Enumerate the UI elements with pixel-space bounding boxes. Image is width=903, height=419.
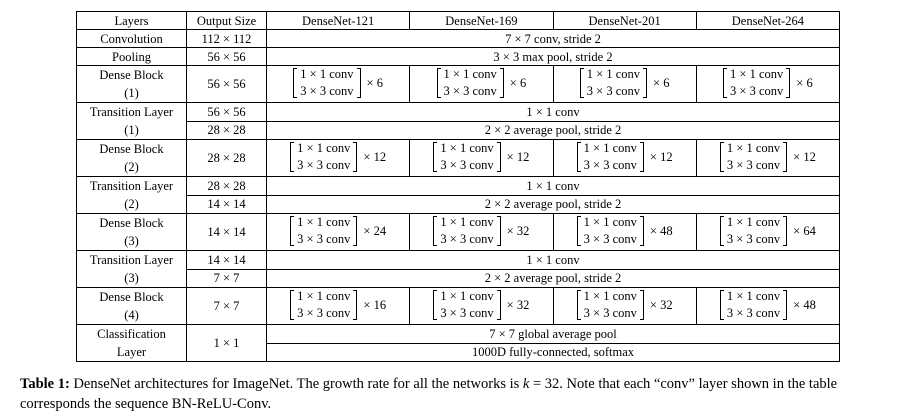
row-dense-block-1	[77, 66, 840, 103]
conv-3x3: 3 × 3 conv	[726, 306, 781, 320]
row-transition-layer-1a	[77, 103, 840, 122]
layer-description: 1 × 1 conv	[267, 103, 840, 122]
layer-name-line1: Transition Layer	[89, 179, 174, 193]
conv-stack	[290, 214, 386, 248]
conv-3x3: 3 × 3 conv	[297, 306, 351, 320]
repeat-multiplier: × 24	[363, 224, 387, 238]
conv-3x3: 3 × 3 conv	[726, 158, 781, 172]
row-transition-layer-1b	[77, 121, 840, 140]
repeat-multiplier: × 12	[649, 150, 673, 164]
conv-stack	[580, 66, 670, 100]
dense-block-config	[267, 140, 410, 177]
dense-block-config	[696, 214, 839, 251]
right-bracket	[353, 142, 357, 172]
layer-name-line2: (1)	[124, 86, 139, 100]
layer-name-line1: Transition Layer	[89, 253, 174, 267]
output-size: 56 × 56	[187, 66, 267, 103]
conv-stack	[433, 214, 529, 248]
conv-stack	[720, 214, 816, 248]
row-transition-layer-2a	[77, 177, 840, 196]
output-size: 14 × 14	[187, 251, 267, 270]
layer-name	[77, 325, 187, 362]
conv-stack	[290, 288, 386, 322]
layer-description: 1 × 1 conv	[267, 177, 840, 196]
caption-k-variable: k	[522, 376, 530, 392]
conv-1x1: 1 × 1 conv	[300, 67, 354, 81]
layer-name	[77, 140, 187, 177]
conv-1x1: 1 × 1 conv	[583, 141, 637, 155]
output-size: 56 × 56	[187, 48, 267, 66]
conv-list	[581, 140, 640, 174]
right-bracket	[640, 142, 644, 172]
row-pooling	[77, 48, 840, 66]
conv-1x1: 1 × 1 conv	[440, 215, 494, 229]
right-bracket	[786, 68, 790, 98]
conv-1x1: 1 × 1 conv	[726, 289, 781, 303]
repeat-multiplier: × 32	[506, 224, 530, 238]
output-size: 14 × 14	[187, 195, 267, 214]
layer-name	[77, 214, 187, 251]
conv-3x3: 3 × 3 conv	[443, 84, 497, 98]
layer-name-line2: Layer	[116, 345, 147, 359]
layer-description: 2 × 2 average pool, stride 2	[267, 195, 840, 214]
row-dense-block-4	[77, 288, 840, 325]
conv-3x3: 3 × 3 conv	[583, 158, 637, 172]
table-caption	[20, 374, 890, 414]
dense-block-config	[553, 288, 696, 325]
right-bracket	[353, 290, 357, 320]
conv-stack	[433, 140, 529, 174]
conv-list	[441, 66, 500, 100]
output-size: 56 × 56	[187, 103, 267, 122]
conv-list	[724, 214, 783, 248]
conv-1x1: 1 × 1 conv	[583, 215, 637, 229]
conv-1x1: 1 × 1 conv	[583, 289, 637, 303]
dense-block-config	[696, 288, 839, 325]
conv-stack	[577, 288, 673, 322]
caption-label: Table 1:	[20, 376, 70, 392]
right-bracket	[640, 216, 644, 246]
header-densenet-169: DenseNet-169	[410, 12, 553, 30]
row-classification-a	[77, 325, 840, 344]
conv-stack	[293, 66, 383, 100]
conv-3x3: 3 × 3 conv	[440, 158, 494, 172]
repeat-multiplier: × 12	[793, 150, 816, 164]
conv-3x3: 3 × 3 conv	[586, 84, 641, 98]
layer-name	[77, 288, 187, 325]
conv-list	[581, 288, 640, 322]
conv-1x1: 1 × 1 conv	[440, 141, 494, 155]
header-densenet-121: DenseNet-121	[267, 12, 410, 30]
right-bracket	[497, 142, 501, 172]
header-densenet-201: DenseNet-201	[553, 12, 696, 30]
conv-3x3: 3 × 3 conv	[726, 232, 781, 246]
repeat-multiplier: × 12	[363, 150, 387, 164]
conv-list	[437, 288, 496, 322]
layer-description: 2 × 2 average pool, stride 2	[267, 121, 840, 140]
conv-1x1: 1 × 1 conv	[440, 289, 494, 303]
layer-name	[77, 103, 187, 140]
dense-block-config	[696, 66, 839, 103]
row-transition-layer-3b	[77, 269, 840, 288]
conv-1x1: 1 × 1 conv	[586, 67, 641, 81]
repeat-multiplier: × 12	[506, 150, 530, 164]
layer-name-line2: (3)	[124, 271, 139, 285]
layer-name	[77, 251, 187, 288]
conv-1x1: 1 × 1 conv	[443, 67, 497, 81]
dense-block-config	[410, 140, 553, 177]
conv-stack	[720, 140, 816, 174]
conv-3x3: 3 × 3 conv	[440, 232, 494, 246]
conv-list	[294, 140, 353, 174]
conv-1x1: 1 × 1 conv	[730, 67, 784, 81]
layer-name-line1: Dense Block	[99, 68, 164, 82]
conv-list	[437, 214, 496, 248]
conv-list	[727, 66, 786, 100]
conv-3x3: 3 × 3 conv	[440, 306, 494, 320]
row-dense-block-3	[77, 214, 840, 251]
row-convolution	[77, 30, 840, 48]
dense-block-config	[410, 214, 553, 251]
conv-3x3: 3 × 3 conv	[730, 84, 784, 98]
right-bracket	[640, 290, 644, 320]
repeat-multiplier: × 32	[506, 298, 530, 312]
output-size: 28 × 28	[187, 121, 267, 140]
repeat-multiplier: × 32	[649, 298, 673, 312]
right-bracket	[353, 216, 357, 246]
dense-block-config	[267, 214, 410, 251]
conv-list	[297, 66, 356, 100]
right-bracket	[357, 68, 361, 98]
layer-name-line2: (2)	[124, 197, 139, 211]
repeat-multiplier: × 48	[793, 298, 816, 312]
conv-list	[437, 140, 496, 174]
dense-block-config	[553, 214, 696, 251]
row-transition-layer-3a	[77, 251, 840, 270]
right-bracket	[783, 290, 787, 320]
repeat-multiplier: × 6	[796, 76, 813, 90]
dense-block-config	[267, 66, 410, 103]
conv-list	[724, 288, 783, 322]
conv-1x1: 1 × 1 conv	[726, 141, 781, 155]
repeat-multiplier: × 6	[509, 76, 527, 90]
layer-description: 7 × 7 conv, stride 2	[267, 30, 840, 48]
right-bracket	[497, 216, 501, 246]
conv-list	[294, 214, 353, 248]
layer-name-line2: (4)	[124, 308, 139, 322]
conv-stack	[720, 288, 816, 322]
conv-list	[581, 214, 640, 248]
conv-stack	[723, 66, 813, 100]
layer-name-line1: Dense Block	[99, 290, 164, 304]
conv-stack	[577, 214, 673, 248]
repeat-multiplier: × 48	[649, 224, 673, 238]
conv-list	[584, 66, 643, 100]
output-size: 7 × 7	[187, 288, 267, 325]
repeat-multiplier: × 64	[793, 224, 816, 238]
conv-stack	[290, 140, 386, 174]
conv-stack	[437, 66, 527, 100]
repeat-multiplier: × 6	[366, 76, 383, 90]
layer-description: 1000D fully-connected, softmax	[267, 343, 840, 362]
output-size: 28 × 28	[187, 140, 267, 177]
row-transition-layer-2b	[77, 195, 840, 214]
dense-block-config	[696, 140, 839, 177]
layer-name-line1: Dense Block	[99, 142, 164, 156]
caption-text-part2: = 32. Note that each “conv” layer shown in the table corresponds the sequence BN-ReLU-Conv.	[20, 376, 838, 412]
conv-1x1: 1 × 1 conv	[297, 215, 351, 229]
right-bracket	[643, 68, 647, 98]
layer-description: 7 × 7 global average pool	[267, 325, 840, 344]
layer-name-line2: (2)	[124, 160, 139, 174]
right-bracket	[497, 290, 501, 320]
layer-name: Convolution	[77, 30, 187, 48]
layer-description: 3 × 3 max pool, stride 2	[267, 48, 840, 66]
conv-3x3: 3 × 3 conv	[300, 84, 354, 98]
repeat-multiplier: × 6	[653, 76, 670, 90]
conv-1x1: 1 × 1 conv	[297, 141, 351, 155]
right-bracket	[500, 68, 504, 98]
dense-block-config	[267, 288, 410, 325]
header-densenet-264: DenseNet-264	[696, 12, 839, 30]
conv-3x3: 3 × 3 conv	[297, 158, 351, 172]
header-row	[77, 12, 840, 30]
dense-block-config	[410, 66, 553, 103]
layer-name	[77, 66, 187, 103]
output-size: 112 × 112	[187, 30, 267, 48]
layer-name-line2: (3)	[124, 234, 139, 248]
layer-name	[77, 177, 187, 214]
header-layers: Layers	[77, 12, 187, 30]
conv-list	[724, 140, 783, 174]
layer-description: 2 × 2 average pool, stride 2	[267, 269, 840, 288]
dense-block-config	[553, 140, 696, 177]
dense-block-config	[553, 66, 696, 103]
output-size: 14 × 14	[187, 214, 267, 251]
dense-block-config	[410, 288, 553, 325]
right-bracket	[783, 142, 787, 172]
conv-list	[294, 288, 353, 322]
conv-stack	[433, 288, 529, 322]
output-size: 7 × 7	[187, 269, 267, 288]
repeat-multiplier: × 16	[363, 298, 387, 312]
conv-1x1: 1 × 1 conv	[297, 289, 351, 303]
layer-name-line1: Classification	[97, 327, 166, 341]
right-bracket	[783, 216, 787, 246]
output-size: 28 × 28	[187, 177, 267, 196]
conv-1x1: 1 × 1 conv	[726, 215, 781, 229]
conv-3x3: 3 × 3 conv	[583, 306, 637, 320]
header-output-size: Output Size	[187, 12, 267, 30]
conv-3x3: 3 × 3 conv	[583, 232, 637, 246]
output-size: 1 × 1	[187, 325, 267, 362]
layer-description: 1 × 1 conv	[267, 251, 840, 270]
conv-stack	[577, 140, 673, 174]
layer-name-line2: (1)	[124, 123, 139, 137]
caption-text-part1: DenseNet architectures for ImageNet. The growth rate for all the networks is	[69, 376, 523, 392]
row-dense-block-2	[77, 140, 840, 177]
layer-name-line1: Dense Block	[99, 216, 164, 230]
densenet-architecture-table	[76, 11, 840, 362]
layer-name: Pooling	[77, 48, 187, 66]
conv-3x3: 3 × 3 conv	[297, 232, 351, 246]
layer-name-line1: Transition Layer	[89, 105, 174, 119]
